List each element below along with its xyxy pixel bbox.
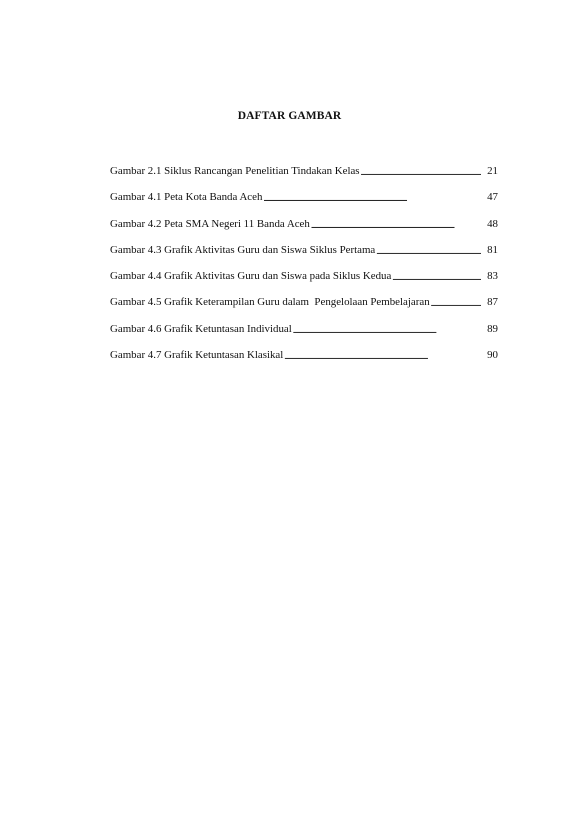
figure-entry-label: Gambar 4.7 Grafik Ketuntasan Klasikal xyxy=(110,349,284,362)
dot-leader xyxy=(392,270,481,283)
dot-leader xyxy=(431,296,481,309)
dot-leader xyxy=(311,218,481,231)
page-title: DAFTAR GAMBAR xyxy=(237,110,342,122)
dot-leader xyxy=(361,165,481,178)
figure-entry xyxy=(110,243,498,269)
figure-entry-page-number: 83 xyxy=(487,270,498,283)
figure-entry-page-number: 87 xyxy=(487,296,498,309)
figure-entry-page-number: 89 xyxy=(487,322,498,335)
figure-entry-label: Gambar 4.1 Peta Kota Banda Aceh xyxy=(110,191,263,204)
dot-leader xyxy=(293,323,481,336)
figure-entry xyxy=(110,269,498,295)
figure-entry xyxy=(110,322,498,348)
figure-entry-page-number: 81 xyxy=(487,243,498,256)
figure-entry xyxy=(110,190,498,216)
figure-list xyxy=(110,164,498,374)
figure-entry xyxy=(110,217,498,243)
figure-entry-page-number: 47 xyxy=(487,191,498,204)
figure-entry-label: Gambar 4.2 Peta SMA Negeri 11 Banda Aceh xyxy=(110,217,310,230)
dot-leader xyxy=(284,349,481,362)
figure-entry xyxy=(110,164,498,190)
figure-entry-page-number: 21 xyxy=(487,165,498,177)
figure-entry-label: Gambar 2.1 Siklus Rancangan Penelitian Tindakan Kelas xyxy=(110,165,360,177)
figure-entry-page-number: 90 xyxy=(487,349,498,362)
figure-entry-label: Gambar 4.4 Grafik Aktivitas Guru dan Siswa pada Siklus Kedua xyxy=(110,270,392,283)
figure-entry-label: Gambar 4.3 Grafik Aktivitas Guru dan Siswa Siklus Pertama xyxy=(110,243,376,256)
figure-entry-label: Gambar 4.6 Grafik Ketuntasan Individual xyxy=(110,322,292,335)
dot-leader xyxy=(263,191,481,204)
dot-leader xyxy=(376,244,481,257)
figure-entry-label: Gambar 4.5 Grafik Keterampilan Guru dalam Pengelolaan Pembelajaran xyxy=(110,296,430,309)
figure-entry xyxy=(110,348,498,374)
figure-entry xyxy=(110,295,498,321)
figure-entry-page-number: 48 xyxy=(487,217,498,230)
